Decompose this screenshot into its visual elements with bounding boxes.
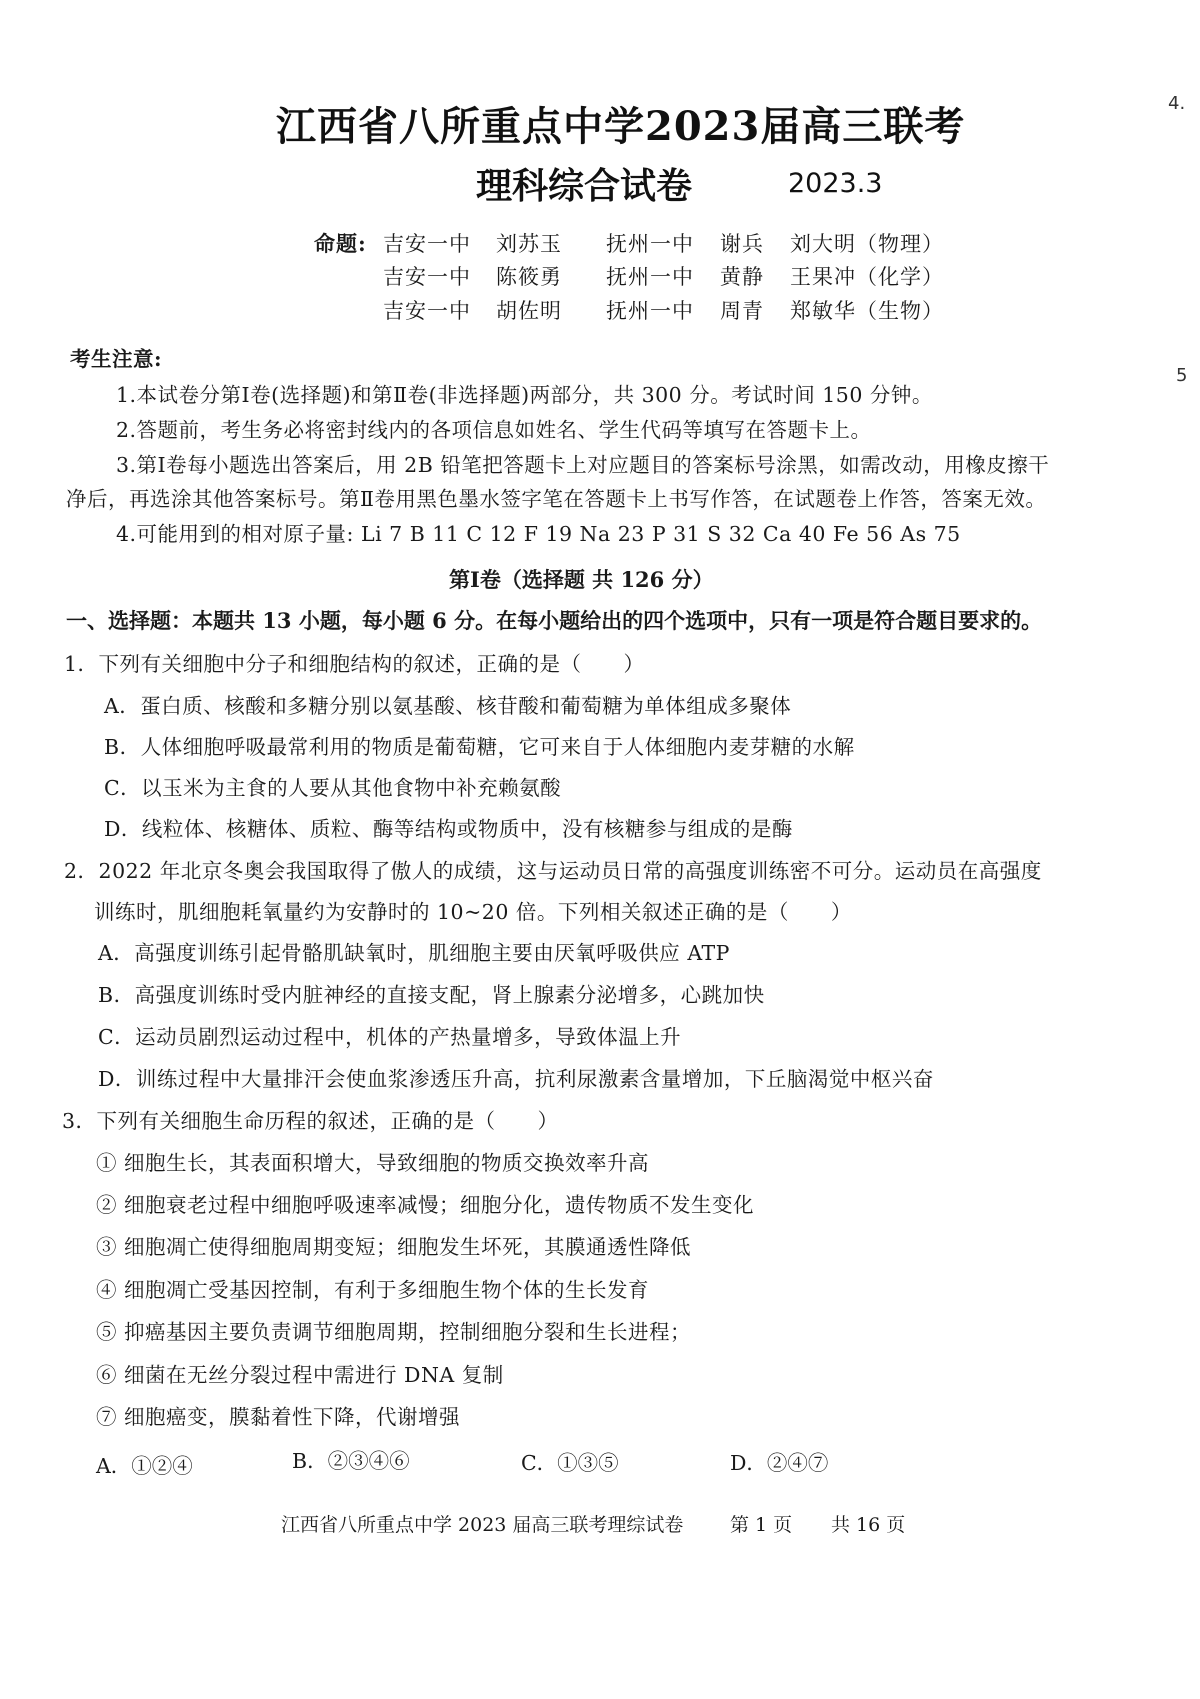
- author-subject: 郑敏华（生物）: [790, 299, 944, 323]
- footer-total: 共 16 页: [831, 1514, 906, 1536]
- notice-item: 3.第Ⅰ卷每小题选出答案后，用 2B 铅笔把答题卡上对应题目的答案标号涂黑，如需改动，用橡皮擦干: [116, 453, 1050, 477]
- answer-option-c: C．①③⑤: [521, 1451, 619, 1475]
- question-statement: ③ 细胞凋亡使得细胞周期变短；细胞发生坏死，其膜通透性降低: [96, 1235, 692, 1259]
- author-name: 周青: [720, 299, 764, 323]
- question-statement: ① 细胞生长，其表面积增大，导致细胞的物质交换效率升高: [96, 1151, 650, 1175]
- author-name: 谢兵: [720, 232, 764, 256]
- question-statement: ② 细胞衰老过程中细胞呼吸速率减慢；细胞分化，遗传物质不发生变化: [96, 1193, 755, 1217]
- question-statement: ④ 细胞凋亡受基因控制，有利于多细胞生物个体的生长发育: [96, 1278, 650, 1302]
- part-title: 第Ⅰ卷（选择题 共 126 分）: [449, 567, 714, 592]
- answer-option-b: B．②③④⑥: [292, 1449, 410, 1473]
- question-option: B．高强度训练时受内脏神经的直接支配，肾上腺素分泌增多，心跳加快: [98, 983, 765, 1007]
- notice-item: 1.本试卷分第Ⅰ卷(选择题)和第Ⅱ卷(非选择题)两部分，共 300 分。考试时间 150 分钟。: [116, 383, 933, 407]
- question-statement: ⑤ 抑癌基因主要负责调节细胞周期，控制细胞分裂和生长进程；: [96, 1320, 692, 1344]
- author-name: 黄静: [720, 265, 764, 289]
- notice-item: 4.可能用到的相对原子量: Li 7 B 11 C 12 F 19 Na 23 P 31 S 32 Ca 40 Fe 56 As 75: [116, 522, 961, 546]
- question-stem: 训练时，肌细胞耗氧量约为安静时的 10~20 倍。下列相关叙述正确的是（ ）: [94, 900, 852, 924]
- author-school: 抚州一中: [606, 265, 694, 289]
- edge-mark-top: 4.: [1168, 93, 1186, 114]
- edge-mark-mid: 5: [1176, 365, 1188, 386]
- author-subject: 王果冲（化学）: [790, 265, 944, 289]
- author-subject: 刘大明（物理）: [790, 232, 944, 256]
- question-option: C．以玉米为主食的人要从其他食物中补充赖氨酸: [104, 776, 562, 800]
- question-stem: 3．下列有关细胞生命历程的叙述，正确的是（ ）: [62, 1109, 559, 1133]
- question-option: D．训练过程中大量排汗会使血浆渗透压升高，抗利尿激素含量增加，下丘脑渴觉中枢兴奋: [98, 1067, 934, 1091]
- notice-item: 净后，再选涂其他答案标号。第Ⅱ卷用黑色墨水签字笔在答题卡上书写作答，在试题卷上作答，答案无效。: [66, 487, 1047, 511]
- author-school: 抚州一中: [606, 232, 694, 256]
- page-subtitle: 理科综合试卷: [476, 165, 693, 207]
- question-statement: ⑥ 细菌在无丝分裂过程中需进行 DNA 复制: [96, 1363, 504, 1387]
- author-school: 吉安一中: [383, 299, 471, 323]
- question-option: B．人体细胞呼吸最常利用的物质是葡萄糖，它可来自于人体细胞内麦芽糖的水解: [104, 735, 855, 759]
- footer-title: 江西省八所重点中学 2023 届高三联考理综试卷: [281, 1514, 684, 1536]
- answer-option-d: D．②④⑦: [730, 1451, 829, 1475]
- author-name: 陈筱勇: [496, 265, 562, 289]
- notice-heading: 考生注意:: [70, 347, 163, 371]
- question-stem: 1．下列有关细胞中分子和细胞结构的叙述，正确的是（ ）: [64, 652, 645, 676]
- footer-page: 第 1 页: [730, 1514, 793, 1536]
- author-school: 吉安一中: [383, 265, 471, 289]
- question-option: A．蛋白质、核酸和多糖分别以氨基酸、核苷酸和葡萄糖为单体组成多聚体: [104, 694, 792, 718]
- notice-item: 2.答题前，考生务必将密封线内的各项信息如姓名、学生代码等填写在答题卡上。: [116, 418, 872, 442]
- question-stem: 2．2022 年北京冬奥会我国取得了傲人的成绩，这与运动员日常的高强度训练密不可分。运动员在高强度: [64, 859, 1042, 883]
- exam-date: 2023.3: [788, 168, 883, 199]
- author-school: 抚州一中: [606, 299, 694, 323]
- section-heading: 一、选择题：本题共 13 小题，每小题 6 分。在每小题给出的四个选项中，只有一项是符合题目要求的。: [66, 608, 1043, 633]
- author-school: 吉安一中: [383, 232, 471, 256]
- answer-option-a: A．①②④: [96, 1454, 193, 1478]
- author-name: 刘苏玉: [496, 232, 562, 256]
- authors-label: 命题:: [314, 231, 367, 256]
- page-title: 江西省八所重点中学2023届高三联考: [276, 103, 966, 150]
- question-option: D．线粒体、核糖体、质粒、酶等结构或物质中，没有核糖参与组成的是酶: [104, 817, 793, 841]
- question-statement: ⑦ 细胞癌变，膜黏着性下降，代谢增强: [96, 1405, 461, 1429]
- author-name: 胡佐明: [496, 299, 562, 323]
- question-option: C．运动员剧烈运动过程中，机体的产热量增多，导致体温上升: [98, 1025, 682, 1049]
- question-option: A．高强度训练引起骨骼肌缺氧时，肌细胞主要由厌氧呼吸供应 ATP: [98, 941, 730, 965]
